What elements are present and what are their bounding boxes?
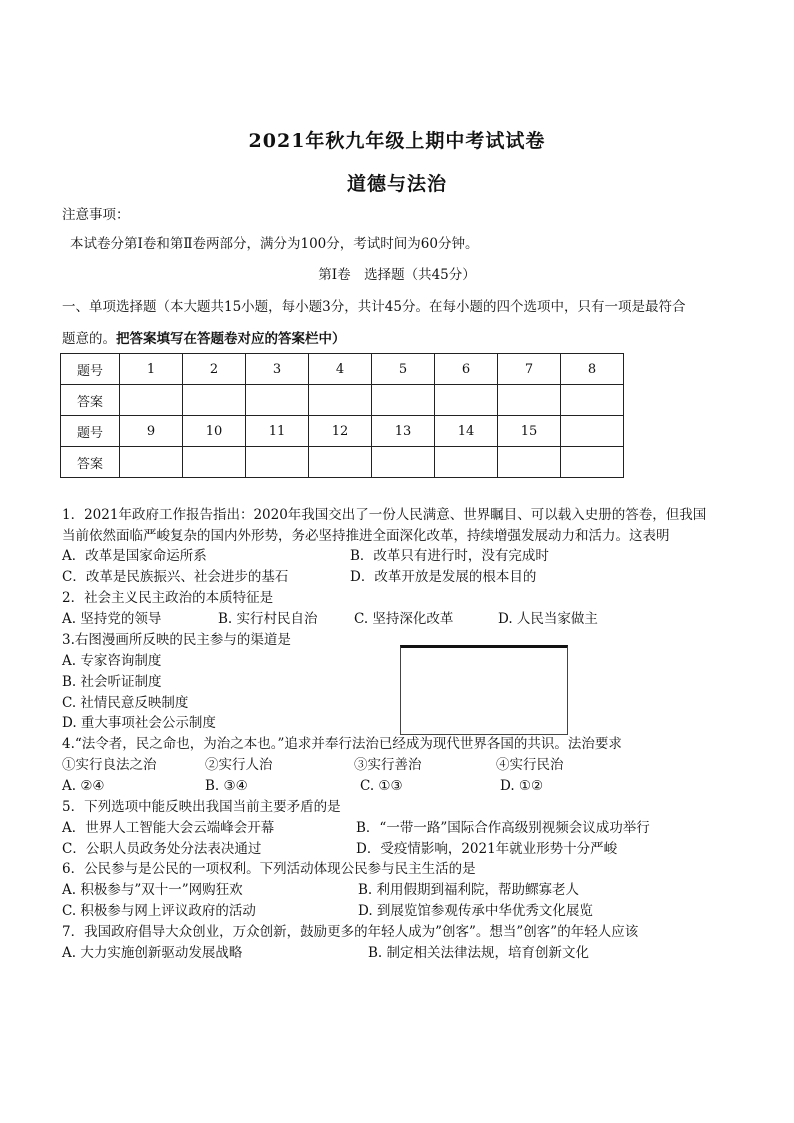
table-cell: 14 bbox=[435, 416, 498, 447]
table-cell: 15 bbox=[498, 416, 561, 447]
q7-option-b: B. 制定相关法律法规，培育创新文化 bbox=[368, 945, 590, 961]
q4-option-c: C. ①③ bbox=[360, 778, 403, 794]
q4-stem: 4.“法令者，民之命也，为治之本也。”追求并奉行法治已经成为现代世界各国的共识。法治要求 bbox=[62, 736, 622, 752]
table-cell: 1 bbox=[120, 354, 183, 385]
instruction-bold: 把答案填写在答题卷对应的答案栏中） bbox=[116, 331, 346, 347]
q4-option-a: A. ②④ bbox=[62, 778, 105, 794]
notes-text: 本试卷分第Ⅰ卷和第Ⅱ卷两部分，满分为100分，考试时间为60分钟。 bbox=[70, 236, 479, 252]
q2-option-a: A. 坚持党的领导 bbox=[62, 611, 162, 627]
table-cell: 4 bbox=[309, 354, 372, 385]
table-row bbox=[61, 416, 624, 447]
answer-cell[interactable] bbox=[435, 385, 498, 416]
table-cell: 11 bbox=[246, 416, 309, 447]
table-cell: 12 bbox=[309, 416, 372, 447]
subject-title: 道德与法治 bbox=[346, 173, 447, 195]
table-cell: 8 bbox=[561, 354, 624, 385]
q5-option-a: A．世界人工智能大会云端峰会开幕 bbox=[62, 820, 275, 836]
q6-option-b: B. 利用假期到福利院，帮助鳏寡老人 bbox=[358, 882, 580, 898]
q3-option-b: B. 社会听证制度 bbox=[62, 674, 162, 690]
q3-option-c: C. 社情民意反映制度 bbox=[62, 695, 189, 711]
q6-stem: 6．公民参与是公民的一项权利。下列活动体现公民参与民主生活的是 bbox=[62, 861, 476, 877]
q4-statement-4: ④实行民治 bbox=[496, 757, 564, 773]
q6-option-d: D. 到展览馆参观传承中华优秀文化展览 bbox=[358, 903, 593, 919]
row-label: 题号 bbox=[61, 416, 120, 447]
q6-option-a: A. 积极参与”双十一”网购狂欢 bbox=[62, 882, 243, 898]
answer-cell[interactable] bbox=[498, 447, 561, 478]
q5-option-d: D．受疫情影响，2021年就业形势十分严峻 bbox=[356, 841, 618, 857]
answer-cell[interactable] bbox=[561, 385, 624, 416]
table-cell: 10 bbox=[183, 416, 246, 447]
answer-cell[interactable] bbox=[309, 447, 372, 478]
q5-option-b: B．“一带一路”国际合作高级别视频会议成功举行 bbox=[356, 820, 650, 836]
table-cell: 7 bbox=[498, 354, 561, 385]
answer-cell[interactable] bbox=[183, 385, 246, 416]
instruction-prefix: 题意的。 bbox=[62, 331, 116, 347]
table-row bbox=[61, 385, 624, 416]
table-cell: 6 bbox=[435, 354, 498, 385]
answer-cell[interactable] bbox=[435, 447, 498, 478]
q2-option-d: D. 人民当家做主 bbox=[498, 611, 598, 627]
table-row bbox=[61, 447, 624, 478]
answer-cell[interactable] bbox=[120, 385, 183, 416]
q1-option-a: A．改革是国家命运所系 bbox=[62, 548, 207, 564]
answer-cell[interactable] bbox=[561, 447, 624, 478]
table-cell: 5 bbox=[372, 354, 435, 385]
answer-cell[interactable] bbox=[246, 385, 309, 416]
q6-option-c: C. 积极参与网上评议政府的活动 bbox=[62, 903, 256, 919]
table-row bbox=[61, 354, 624, 385]
q3-option-d: D. 重大事项社会公示制度 bbox=[62, 715, 216, 731]
section-instruction-line2 bbox=[62, 330, 346, 348]
cartoon-image bbox=[400, 645, 568, 735]
q5-stem: 5．下列选项中能反映出我国当前主要矛盾的是 bbox=[62, 799, 341, 815]
q2-option-c: C. 坚持深化改革 bbox=[354, 611, 454, 627]
q4-option-d: D. ①② bbox=[500, 778, 544, 794]
table-cell: 13 bbox=[372, 416, 435, 447]
q5-option-c: C．公职人员政务处分法表决通过 bbox=[62, 841, 262, 857]
q4-statement-2: ②实行人治 bbox=[205, 757, 273, 773]
answer-cell[interactable] bbox=[183, 447, 246, 478]
exam-title: 2021年秋九年级上期中考试试卷 bbox=[248, 130, 546, 152]
table-cell: 3 bbox=[246, 354, 309, 385]
q2-stem: 2．社会主义民主政治的本质特征是 bbox=[62, 590, 274, 606]
section-instruction-line1: 一、单项选择题（本大题共15小题，每小题3分，共计45分。在每小题的四个选项中，只有一项是最符合 bbox=[62, 299, 686, 315]
q1-stem-line2: 当前依然面临严峻复杂的国内外形势，务必坚持推进全面深化改革，持续增强发展动力和活力。这表明 bbox=[62, 528, 670, 544]
q4-option-b: B. ③④ bbox=[205, 778, 248, 794]
answer-cell[interactable] bbox=[120, 447, 183, 478]
answer-cell[interactable] bbox=[372, 385, 435, 416]
row-label: 题号 bbox=[61, 354, 120, 385]
notes-heading: 注意事项： bbox=[62, 207, 130, 223]
table-cell: 2 bbox=[183, 354, 246, 385]
q1-option-b: B．改革只有进行时，没有完成时 bbox=[350, 548, 549, 564]
answer-table bbox=[60, 353, 624, 478]
table-cell: 9 bbox=[120, 416, 183, 447]
row-label: 答案 bbox=[61, 385, 120, 416]
answer-cell[interactable] bbox=[309, 385, 372, 416]
q2-option-b: B. 实行村民自治 bbox=[218, 611, 318, 627]
q1-stem-line1: 1．2021年政府工作报告指出：2020年我国交出了一份人民满意、世界瞩目、可以载入史册的答卷，但我国 bbox=[62, 507, 707, 523]
q1-option-c: C．改革是民族振兴、社会进步的基石 bbox=[62, 569, 289, 585]
q7-stem: 7．我国政府倡导大众创业，万众创新，鼓励更多的年轻人成为”创客”。想当”创客”的年轻人应该 bbox=[62, 924, 639, 940]
q4-statement-3: ③实行善治 bbox=[354, 757, 422, 773]
q7-option-a: A. 大力实施创新驱动发展战略 bbox=[62, 945, 243, 961]
answer-cell[interactable] bbox=[498, 385, 561, 416]
q4-statement-1: ①实行良法之治 bbox=[62, 757, 157, 773]
section-heading: 第Ⅰ卷 选择题（共45分） bbox=[318, 267, 476, 283]
q1-option-d: D．改革开放是发展的根本目的 bbox=[350, 569, 537, 585]
row-label: 答案 bbox=[61, 447, 120, 478]
table-cell bbox=[561, 416, 624, 447]
q3-option-a: A. 专家咨询制度 bbox=[62, 653, 162, 669]
answer-cell[interactable] bbox=[372, 447, 435, 478]
answer-cell[interactable] bbox=[246, 447, 309, 478]
q3-stem: 3.右图漫画所反映的民主参与的渠道是 bbox=[62, 632, 291, 648]
